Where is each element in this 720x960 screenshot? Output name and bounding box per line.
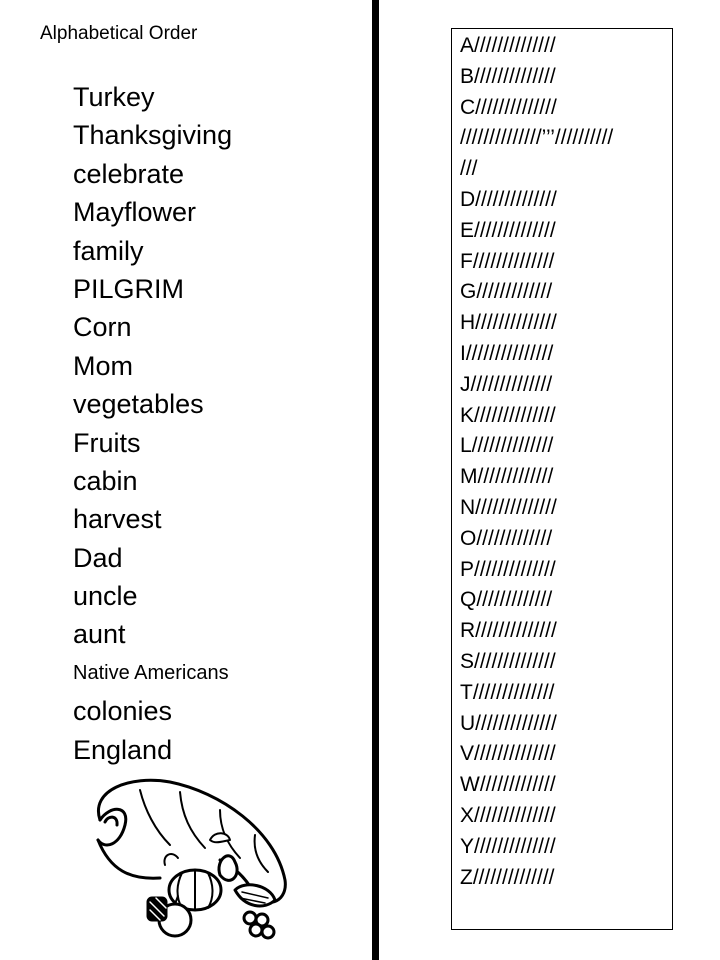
word-item: Turkey: [73, 82, 155, 112]
word-item: colonies: [73, 696, 173, 727]
answer-line: B//////////////: [460, 64, 556, 88]
word-item: Mom: [73, 350, 133, 381]
answer-line: H//////////////: [460, 311, 557, 335]
cornucopia-icon: [70, 770, 300, 955]
word-item: aunt: [73, 619, 126, 650]
answer-line: I///////////////: [460, 341, 554, 365]
answer-line: E//////////////: [460, 218, 556, 242]
word-item: celebrate: [73, 158, 185, 189]
answer-line: W/////////////: [460, 773, 556, 797]
answer-line: T//////////////: [460, 680, 555, 704]
answer-line: L//////////////: [460, 434, 554, 458]
answer-line: Y//////////////: [460, 834, 556, 858]
answer-line: S//////////////: [460, 649, 556, 673]
answer-line: U//////////////: [460, 711, 557, 735]
word-item: Thanksgiving: [73, 120, 233, 151]
word-item: uncle: [73, 581, 138, 612]
answer-line: A//////////////: [460, 34, 556, 57]
column-divider: [372, 0, 379, 960]
word-item: PILGRIM: [73, 273, 185, 304]
word-item: Corn: [73, 312, 132, 343]
word-item: Fruits: [73, 427, 141, 458]
answer-line: //////////////’’’//////////: [460, 126, 614, 150]
word-item: England: [73, 734, 173, 765]
answer-box: [451, 28, 673, 930]
answer-line: Z//////////////: [460, 865, 555, 889]
answer-line: Q/////////////: [460, 588, 553, 612]
answer-line: F//////////////: [460, 249, 555, 273]
answer-line: N//////////////: [460, 495, 557, 519]
answer-line: D//////////////: [460, 187, 557, 211]
answer-line-list: [452, 29, 672, 893]
answer-line: M/////////////: [460, 465, 554, 489]
answer-line: J//////////////: [460, 372, 553, 396]
answer-line: ///: [460, 157, 478, 181]
word-item: cabin: [73, 465, 138, 496]
answer-line: C//////////////: [460, 95, 557, 119]
answer-line: P//////////////: [460, 557, 556, 581]
word-item: family: [73, 235, 144, 266]
page-title: Alphabetical Order: [40, 23, 198, 44]
answer-line: R//////////////: [460, 619, 557, 643]
answer-line: O/////////////: [460, 526, 553, 550]
word-item: Mayflower: [73, 197, 197, 228]
answer-line: K//////////////: [460, 403, 556, 427]
word-item: harvest: [73, 504, 162, 535]
word-item: vegetables: [73, 389, 204, 420]
answer-line: X//////////////: [460, 803, 556, 827]
answer-line: V//////////////: [460, 742, 556, 766]
word-list: [73, 78, 232, 769]
answer-line: G/////////////: [460, 280, 553, 304]
word-item: Native Americans: [73, 661, 229, 684]
word-item: Dad: [73, 542, 123, 573]
